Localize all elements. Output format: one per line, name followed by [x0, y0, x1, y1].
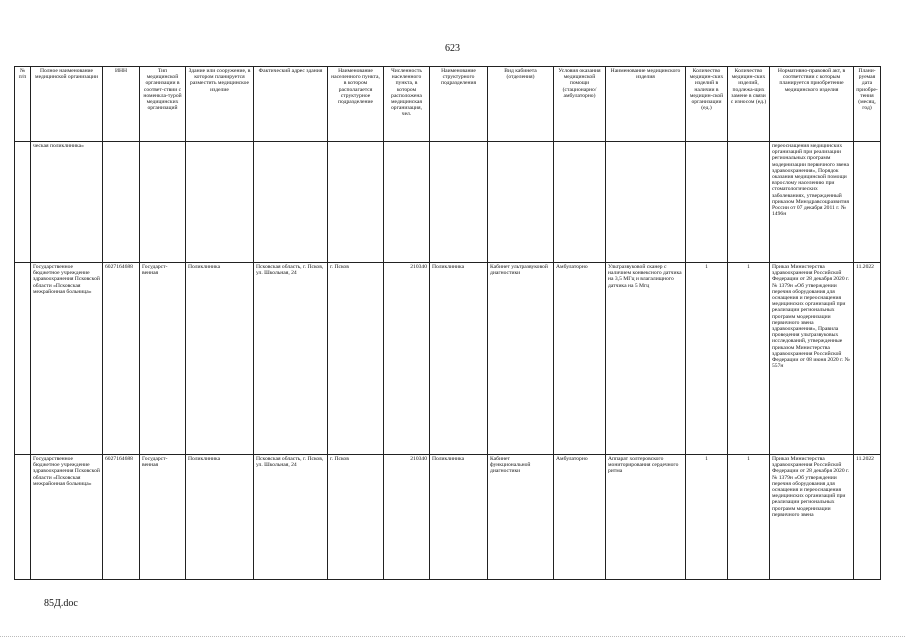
cell-act: Приказ Министерства здравоохранения Российской Федерации от 28 декабря 2020 г. № 1379н «Об утверждении перечня оборудования для оснащения и переоснащения медицинских организаций при реализации региональных программ модернизации первичного звена здравоохранения», Правила проведения ультразвуковых исследований, утвержденные приказом Министерства здравоохранения Российской Федерации от 08 июня 2020 г. № 557н — [770, 263, 854, 455]
cell-unit: Поликлиника — [430, 455, 488, 580]
cell-conditions — [554, 142, 606, 263]
cell-address: Псковская область, г. Псков, ул. Школьная, 24 — [254, 263, 328, 455]
cell-cabinet: Кабинет функциональной диагностики — [488, 455, 554, 580]
header-cell: Фактический адрес здания — [254, 67, 328, 142]
header-cell: Плани-руемая дата приобре-тения (месяц, год) — [854, 67, 881, 142]
cell-qty-replace — [728, 142, 770, 263]
cell-qty-have: 1 — [686, 455, 728, 580]
header-cell: ИНН — [103, 67, 140, 142]
table-row — [15, 455, 881, 580]
cell-type: Государст-венная — [140, 263, 186, 455]
header-cell: № п/п — [15, 67, 31, 142]
cell-unit: Поликлиника — [430, 263, 488, 455]
header-cell: Здание или сооружение, в котором планируется разместить медицинское изделие — [186, 67, 254, 142]
header-cell: Наименование структурного подразделения — [430, 67, 488, 142]
page-number: 623 — [445, 43, 460, 54]
cell-population: 210340 — [384, 455, 430, 580]
cell-cabinet: Кабинет ультразвуковой диагностики — [488, 263, 554, 455]
cell-qty-have: 1 — [686, 263, 728, 455]
cell-building: Поликлиника — [186, 263, 254, 455]
header-cell: Вид кабинета (отделения) — [488, 67, 554, 142]
cell-inn: 6027164688 — [103, 263, 140, 455]
cell-address: Псковская область, г. Псков, ул. Школьная, 24 — [254, 455, 328, 580]
cell-conditions: Амбулаторно — [554, 455, 606, 580]
cell-building — [186, 142, 254, 263]
header-row — [15, 67, 881, 142]
header-cell: Количество медицин-ских изделий в наличии в медицин-ской организации (ед.) — [686, 67, 728, 142]
cell-type: Государст-венная — [140, 455, 186, 580]
cell-org: Государственное бюджетное учреждение здравоохранения Псковской области «Псковская межрайонная больница» — [31, 455, 103, 580]
cell-date: 11.2022 — [854, 263, 881, 455]
cell-locality: г. Псков — [328, 455, 384, 580]
cell-unit — [430, 142, 488, 263]
cell-act: переоснащения медицинских организаций при реализации региональных программ модернизации первичного звена здравоохранения», Порядок оказания медицинской помощи взрослому населению при стоматологических заболеваниях, утвержденный приказом Минздравсоцразвития России от 07 декабря 2011 г. № 1496н — [770, 142, 854, 263]
scan-edge-divider — [0, 636, 905, 638]
cell-qty-replace: 1 — [728, 455, 770, 580]
cell-building: Поликлиника — [186, 455, 254, 580]
header-cell: Полное наименование медицинской организации — [31, 67, 103, 142]
cell-population: 210340 — [384, 263, 430, 455]
table-row — [15, 263, 881, 455]
header-cell: Тип медицинской организации в соответ-ствии с номенкла-турой медицинских организаций — [140, 67, 186, 142]
cell-type — [140, 142, 186, 263]
header-cell: Наименование медицинского изделия — [606, 67, 686, 142]
cell-qty-have — [686, 142, 728, 263]
cell-inn — [103, 142, 140, 263]
cell-cabinet — [488, 142, 554, 263]
cell-inn: 6027164688 — [103, 455, 140, 580]
header-cell: Наименование населенного пункта, в котором располагается структурное подразделение — [328, 67, 384, 142]
cell-act: Приказ Министерства здравоохранения Российской Федерации от 28 декабря 2020 г. № 1379н «Об утверждении перечня оборудования для оснащения и переоснащения медицинских организаций при реализации региональных программ модернизации первичного звена — [770, 455, 854, 580]
cell-device — [606, 142, 686, 263]
register-table — [14, 66, 881, 580]
header-cell: Количество медицин-ских изделий, подлежа-щих замене в связи с износом (ед.) — [728, 67, 770, 142]
cell-device: Ультразвуковой сканер с наличием конвексного датчика на 3,5 МГц и влагалищного датчика на 5 Мгц — [606, 263, 686, 455]
cell-org: ческая поликлиника» — [31, 142, 103, 263]
cell-org: Государственное бюджетное учреждение здравоохранения Псковской области «Псковская межрайонная больница» — [31, 263, 103, 455]
cell-num — [15, 142, 31, 263]
cell-conditions: Амбулаторно — [554, 263, 606, 455]
cell-population — [384, 142, 430, 263]
cell-num — [15, 455, 31, 580]
cell-address — [254, 142, 328, 263]
header-cell: Численность населенного пункта, в котором расположена медицинская организация, чел. — [384, 67, 430, 142]
header-cell: Условия оказания медицинской помощи (стационарно/ амбулаторно) — [554, 67, 606, 142]
cell-date — [854, 142, 881, 263]
cell-device: Аппарат холтеровского мониторирования сердечного ритма — [606, 455, 686, 580]
table-row — [15, 142, 881, 263]
cell-num — [15, 263, 31, 455]
cell-locality — [328, 142, 384, 263]
cell-qty-replace: 1 — [728, 263, 770, 455]
header-cell: Нормативно-правовой акт, в соответствии с которым планируется приобретение медицинского изделия — [770, 67, 854, 142]
cell-date: 11.2022 — [854, 455, 881, 580]
cell-locality: г. Псков — [328, 263, 384, 455]
footer-filename: 85Д.doc — [44, 598, 78, 609]
